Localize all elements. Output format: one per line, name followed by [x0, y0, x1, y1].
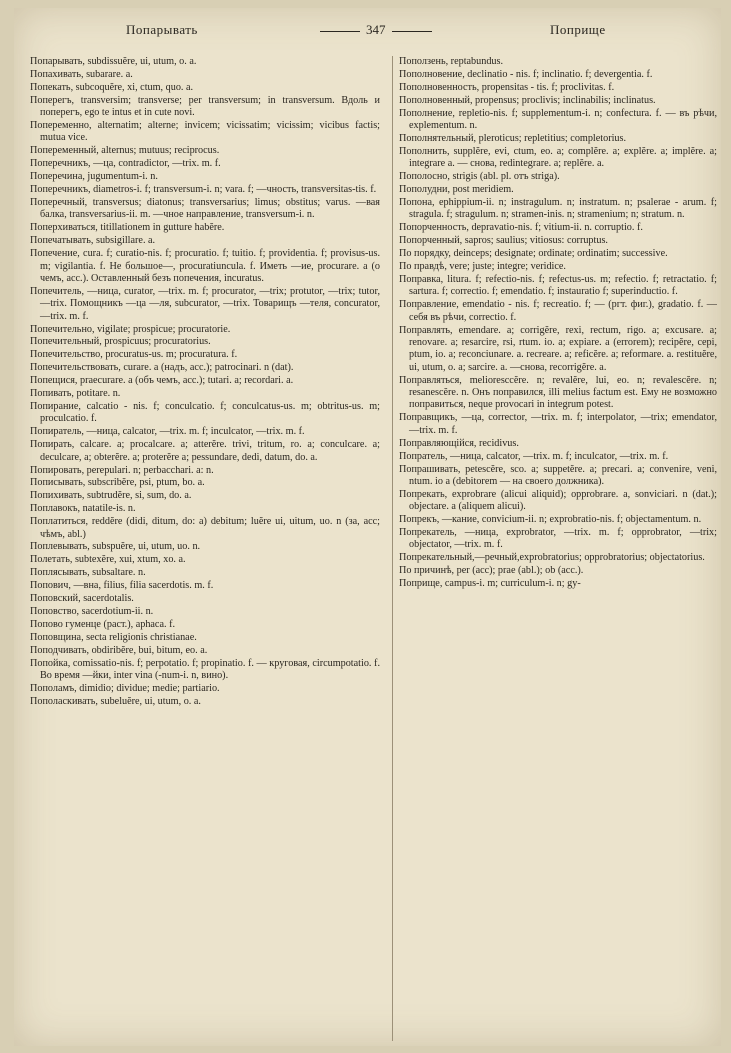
right-column: [392, 56, 717, 1041]
dictionary-entry: Попечительный, prospicuus; procuratorius.: [30, 336, 211, 348]
dictionary-entry: Поприще, campus-i. m; curriculum-i. n; gy-: [399, 578, 581, 590]
dictionary-entry: Пополнение, repletio-nis. f; supplementum-i. n; confectura. f. — въ рѣчи, explementum. n.: [399, 107, 717, 132]
dictionary-entry: Поповский, sacerdotalis.: [30, 593, 134, 605]
dictionary-entry: По порядку, deinceps; designate; ordinate; ordinatim; successive.: [399, 248, 668, 260]
dictionary-entry: Попировать, perepulari. n; perbacchari. a: n.: [30, 464, 214, 476]
dictionary-entry: Полетать, subtexĕre, xui, xtum, xo. a.: [30, 554, 186, 566]
dictionary-entry: Пополамъ, dimidio; dividue; medie; partiario.: [30, 682, 220, 694]
dictionary-entry: Поповство, sacerdotium-ii. n.: [30, 605, 154, 617]
dictionary-entry: Поповщина, secta religionis christianae.: [30, 631, 197, 643]
dictionary-entry: Попрекательный,—речный,exprobratorius; opprobratorius; objectatorius.: [399, 552, 705, 564]
dictionary-entry: Попахивать, subarare. a.: [30, 68, 133, 80]
dictionary-entry: Пополнить, supplĕre, evi, ctum, eo. a; complĕre. a; explĕre. a; implĕre. a; integrare a. — снова, redintegrare. a; replĕre. a.: [399, 145, 717, 170]
dictionary-entry: Поперегъ, transversim; transverse; per transversum; in transversum. Вдоль и поперегъ, ego te intus et in cute novi.: [30, 94, 380, 119]
dictionary-entry: Попорченность, depravatio-nis. f; vitium-ii. n. corruptio. f.: [399, 222, 643, 234]
dictionary-entry: Поползень, reptabundus.: [399, 56, 504, 67]
page-number-block: [314, 22, 438, 38]
dictionary-entry: Попрекать, exprobrare (alicui aliquid); opprobrare. a, sonviciari. n (dat.); objectare. a (aliquem alicui).: [399, 488, 717, 513]
dictionary-entry: Попрекъ, —кание, convicium-ii. n; exprobratio-nis. f; objectamentum. n.: [399, 514, 702, 526]
dictionary-entry: Поперечникъ, —ца, contradictor, —trix. m. f.: [30, 158, 221, 170]
dictionary-entry: Пополновенность, propensitas - tis. f; proclivitas. f.: [399, 81, 615, 93]
dictionary-entry: Поправщикъ, —ца, corrector, —trix. m. f; interpolator, —trix; emendator, —trix. m. f.: [399, 412, 717, 436]
dictionary-entry: Пополаскивать, subeluĕre, ui, utum, o. a.: [30, 695, 201, 707]
dictionary-entry: Поплатиться, reddĕre (didi, ditum, do: a) debitum; luĕre ui, uitum, uo. n (за, acc; чѣмъ, abl.): [30, 516, 380, 540]
dictionary-entry: Попивать, potitare. n.: [30, 388, 121, 400]
dictionary-entry: Попона, ephippium-ii. n; instragulum. n; instratum. n; psalerae - arum. f; stragula. f; stragulum. n; stramen-inis. n; stramenium; n; stratum. n.: [399, 196, 717, 221]
header-rule-left: [320, 31, 360, 32]
dictionary-entry: Попеременно, alternatim; alterne; invicem; vicissatim; vicissim; vicibus factis; mutua vice.: [30, 120, 380, 144]
dictionary-entry: Поплевывать, subspuĕre, ui, utum, uo. n.: [30, 541, 201, 553]
dictionary-entry: Пополновение, declinatio - nis. f; inclinatio. f; devergentia. f.: [399, 68, 653, 80]
dictionary-entry: Попарывать, subdissuĕre, ui, utum, o. a.: [30, 56, 197, 67]
page-header: [14, 18, 721, 42]
dictionary-entry: Попещися, praecurare. a (объ чемъ, acc.); tutari. a; recordari. a.: [30, 375, 294, 387]
dictionary-entry: Поправлять, emendare. a; corrigĕre, rexi, rectum, rigo. a; excusare. a; renovare. a; resarcire, rsi, rtum. io. a; expiare. a (errorem); recipĕre, cepi, ptum, io. a; reconciunare. a. recreare. a; reficĕre. a; reformare. a. restituĕre, ui, utum, o. a; sarcire. a. —снова, recorrigĕre. a.: [399, 324, 717, 373]
dictionary-entry: Поправка, litura. f; refectio-nis. f; refectus-us. m; refectio. f; retractatio. f; sartura. f; correctio. f; emendatio. f; instauratio f; superinductio. f.: [399, 273, 717, 298]
dictionary-entry: Поплавокъ, natatile-is. n.: [30, 503, 136, 515]
dictionary-entry: Попратель, —ница, calcator, —trix. m. f; inculcator, —trix. m. f.: [399, 450, 669, 462]
dictionary-entry: Попеременный, alternus; mutuus; reciprocus.: [30, 145, 220, 157]
dictionary-entry: Попихивать, subtrudĕre, si, sum, do. a.: [30, 490, 192, 502]
left-column: [30, 56, 380, 1041]
page-number: 347: [366, 22, 386, 37]
dictionary-entry: Пописывать, subscribĕre, psi, ptum, bo. a.: [30, 477, 205, 489]
dictionary-entry: Поперечный, transversus; diatonus; transversarius; limus; obstitus; varus. —вая балка, transversarius-ii. m. —чное направление, transversum-i. n.: [30, 196, 380, 221]
dictionary-entry: Попойка, comissatio-nis. f; perpotatio. f; propinatio. f. — круговая, circumpotatio. f. Во время —йки, inter vina (-num-i. n, вино).: [30, 657, 380, 681]
dictionary-page: [14, 8, 721, 1046]
dictionary-entry: Попово гуменце (раст.), aphaca. f.: [30, 618, 176, 630]
dictionary-entry: Попирать, calcare. a; procalcare. a; atterĕre. trivi, tritum, ro. a; conculcare. a; deculcare, a; obterĕre. a; proterĕre a; pessundare, dedi, datum, do. a.: [30, 439, 380, 463]
header-right-guide-word: Поприще: [550, 22, 606, 37]
dictionary-entry: Попекать, subcoquĕre, xi, ctum, quo. a.: [30, 81, 194, 93]
dictionary-entry: Пополновенный, propensus; proclivis; inclinabilis; inclinatus.: [399, 94, 656, 106]
dictionary-entry: Пополнятельный, pleroticus; repletitius; completorius.: [399, 132, 627, 144]
dictionary-entry: По правдѣ, vere; juste; integre; veridice.: [399, 261, 566, 272]
dictionary-entry: Попечитель, —ница, curator, —trix. m. f; procurator, —trix; protutor, —trix; tutor, —trix. Помощникъ —ца —ля, subcurator, —trix. Товарищъ —теля, concurator, —trix. m. f.: [30, 285, 380, 322]
dictionary-entry: Поправление, emendatio - nis. f; recreatio. f; — (ргт. фиг.), gradatio. f. — себя въ рѣчи, correctio. f.: [399, 299, 717, 323]
dictionary-entry: Попечение, cura. f; curatio-nis. f; procuratio. f; tuitio. f; providentia. f; provisus-us. m; vigilantia. f. Не большое—, procuratiuncula. f. Иметь —ие, procurare. a (о чемъ, acc.). Оставленный безъ попечения, incuratus.: [30, 248, 380, 284]
dictionary-entry: Попечительствовать, curare. a (надъ, acc.); patrocinari. n (dat).: [30, 362, 294, 374]
dictionary-entry: По причинѣ, per (acc); prae (abl.); ob (acc.).: [399, 565, 584, 577]
header-rule-right: [392, 31, 432, 32]
dictionary-entry: Попирание, calcatio - nis. f; conculcatio. f; conculcatus-us. m; obtritus-us. m; proculcatio. f.: [30, 400, 380, 425]
dictionary-entry: Поперхиваться, titillationem in gutture habĕre.: [30, 222, 225, 234]
dictionary-entry: Поперечина, jugumentum-i. n.: [30, 171, 158, 183]
dictionary-entry: Поперечникъ, diametros-i. f; transversum-i. n; vara. f; —чность, transversitas-tis. f.: [30, 184, 377, 196]
dictionary-entry: Пополосно, strigis (abl. pl. отъ striga).: [399, 171, 560, 183]
dictionary-entry: Поплясывать, subsaltare. n.: [30, 567, 146, 579]
dictionary-entry: Попечатывать, subsigillare. a.: [30, 235, 156, 247]
dictionary-entry: Попрашивать, petescĕre, sco. a; suppetĕre. a; precari. a; convenire, veni, ntum. io a (debitorem — на своего должника).: [399, 463, 717, 487]
dictionary-entry: Пополудни, post meridiem.: [399, 184, 514, 196]
dictionary-entry: Поправляться, melioresccĕre. n; revalĕre, lui, eo. n; revalescĕre. n; resanescĕre. n. Онъ поправился, illi melius factum est. Ему не возможно поправиться, neque provocari in integrum potest.: [399, 374, 717, 411]
dictionary-entry: Попович, —вна, filius, filia sacerdotis. m. f.: [30, 580, 214, 592]
dictionary-entry: Поподчивать, obdiribĕre, bui, bitum, eo. a.: [30, 644, 208, 656]
dictionary-entry: Попиратель, —ница, calcator, —trix. m. f; inculcator, —trix. m. f.: [30, 426, 305, 438]
dictionary-entry: Попечительно, vigilate; prospicue; procuratorie.: [30, 323, 231, 335]
header-left-guide-word: Попарывать: [126, 22, 198, 37]
dictionary-entry: Попорченный, sapros; saulius; vitiosus: corruptus.: [399, 235, 608, 247]
dictionary-entry: Попечительство, procuratus-us. m; procuratura. f.: [30, 349, 238, 361]
dictionary-entry: Поправляющійся, recidivus.: [399, 437, 519, 449]
dictionary-entry: Попрекатель, —ница, exprobrator, —trix. m. f; opprobrator, —trix; objectator, —trix. m. f.: [399, 527, 717, 551]
